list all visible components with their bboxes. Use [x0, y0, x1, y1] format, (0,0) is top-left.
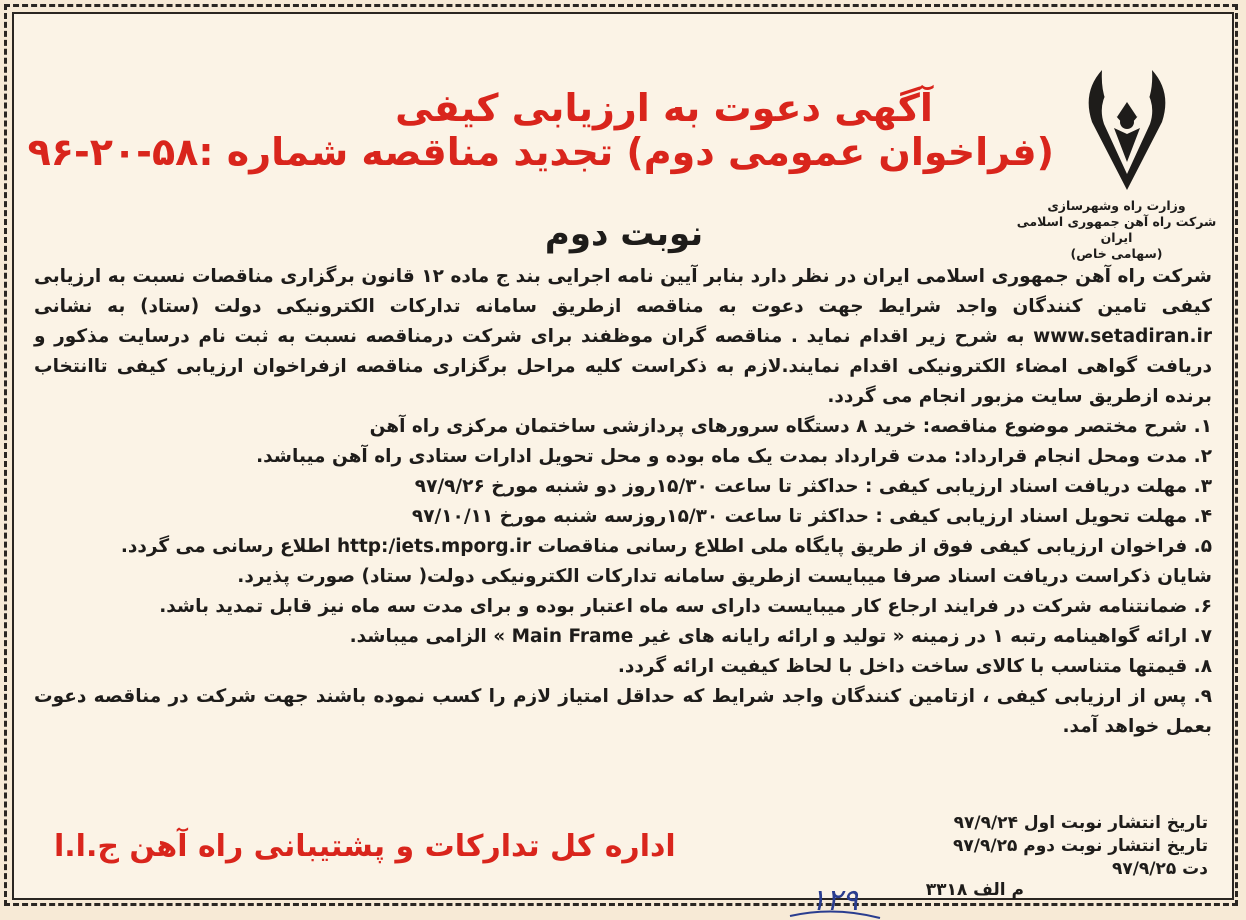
- registration-date: دت ۹۷/۹/۲۵: [1111, 859, 1208, 879]
- second-publication-date: تاریخ انتشار نوبت دوم ۹۷/۹/۲۵: [953, 836, 1208, 856]
- item7-before: ۷. ارائه گواهینامه رتبه ۱ در زمینه « تولید و ارائه رایانه های غیر: [639, 626, 1212, 647]
- list-item: ۳. مهلت دریافت اسناد ارزیابی کیفی : حداکثر تا ساعت ۱۵/۳۰روز دو شنبه مورخ ۹۷/۹/۲۶: [414, 476, 1212, 497]
- note-line: شایان ذکراست دریافت اسناد صرفا میبایست ازطریق سامانه تدارکات الکترونیکی دولت( ستاد) صورت پذیرد.: [237, 566, 1212, 587]
- publication-turn: نوبت دوم: [544, 214, 704, 254]
- notice-panel: [12, 12, 1234, 918]
- item7-after: » الزامی میباشد.: [349, 626, 506, 647]
- handwritten-number-text: ۱۲۹: [809, 883, 859, 918]
- railway-emblem-icon: [1072, 62, 1182, 192]
- list-item: [34, 622, 1212, 652]
- setad-link[interactable]: www.setadiran.ir: [1033, 326, 1212, 347]
- list-item: [34, 532, 1212, 562]
- handwritten-number: [784, 876, 884, 920]
- list-item: ۲. مدت ومحل انجام قرارداد: مدت قرارداد بمدت یک ماه بوده و محل تحویل ادارات ستادی راه آهن میباشد.: [256, 446, 1212, 467]
- item5-before: ۵. فراخوان ارزیابی کیفی فوق از طریق پایگاه ملی اطلاع رسانی مناقصات: [537, 536, 1212, 557]
- item7-latin: Main Frame: [511, 626, 634, 647]
- org-company: شرکت راه آهن جمهوری اسلامی ایران: [1016, 214, 1217, 245]
- list-item: ۱. شرح مختصر موضوع مناقصه: خرید ۸ دستگاه سرورهای پردازشی ساختمان مرکزی راه آهن: [369, 416, 1212, 437]
- iets-link[interactable]: http:/iets.mporg.ir: [336, 536, 532, 557]
- first-publication-date: تاریخ انتشار نوبت اول ۹۷/۹/۲۴: [953, 813, 1208, 833]
- notice-subtitle: (فراخوان عمومی دوم) تجدید مناقصه شماره :۵۸-۲۰-۹۶: [27, 130, 1054, 174]
- intro-paragraph: [34, 262, 1212, 412]
- notice-title: آگهی دعوت به ارزیابی کیفی: [395, 86, 933, 130]
- organization-block: [1004, 198, 1229, 262]
- notice-body: [34, 262, 1212, 742]
- issuer-signature: اداره کل تدارکات و پشتیبانی راه آهن ج.ا.ا: [54, 829, 676, 864]
- intro-part2: به شرح زیر اقدام نماید . مناقصه گران موظفند برای شرکت درمناقصه نسبت به ثبت نام درسایت مذکور و دریافت گواهی امضاء الکترونیکی اقدام نمایند.لازم به ذکراست کلیه مراحل برگزاری مناقصه ازفراخوان ارزیابی کیفی تاانتخاب برنده ازطریق سایت مزبور انجام می گردد.: [34, 326, 1212, 407]
- notice-code: م الف ۳۳۱۸: [925, 880, 1024, 900]
- list-item: ۸. قیمتها متناسب با کالای ساخت داخل با لحاظ کیفیت ارائه گردد.: [617, 656, 1212, 677]
- intro-part1: شرکت راه آهن جمهوری اسلامی ایران در نظر دارد بنابر آیین نامه اجرایی بند ج ماده ۱۲ قانون برگزاری مناقصات نسبت به ارزیابی کیفی تامین کنندگان واجد شرایط جهت دعوت به مناقصه ازطریق سامانه تدارکات الکترونیکی دولت (ستاد) به نشانی: [34, 266, 1213, 317]
- list-item: ۶. ضمانتنامه شرکت در فرایند ارجاع کار میبایست دارای سه ماه اعتبار بوده و برای مدت سه ماه نیز قابل تمدید باشد.: [159, 596, 1212, 617]
- org-ministry: وزارت راه وشهرسازی: [1047, 198, 1186, 213]
- list-item: ۴. مهلت تحویل اسناد ارزیابی کیفی : حداکثر تا ساعت ۱۵/۳۰روزسه شنبه مورخ ۹۷/۱۰/۱۱: [411, 506, 1212, 527]
- org-type: (سهامی خاص): [1070, 246, 1163, 261]
- list-item: ۹. پس از ارزیابی کیفی ، ازتامین کنندگان واجد شرایط که حداقل امتیاز لازم را کسب نموده باشند جهت شرکت در مناقصه دعوت بعمل خواهد آمد.: [34, 686, 1212, 737]
- item5-after: اطلاع رسانی می گردد.: [120, 536, 331, 557]
- publication-dates: [888, 812, 1208, 881]
